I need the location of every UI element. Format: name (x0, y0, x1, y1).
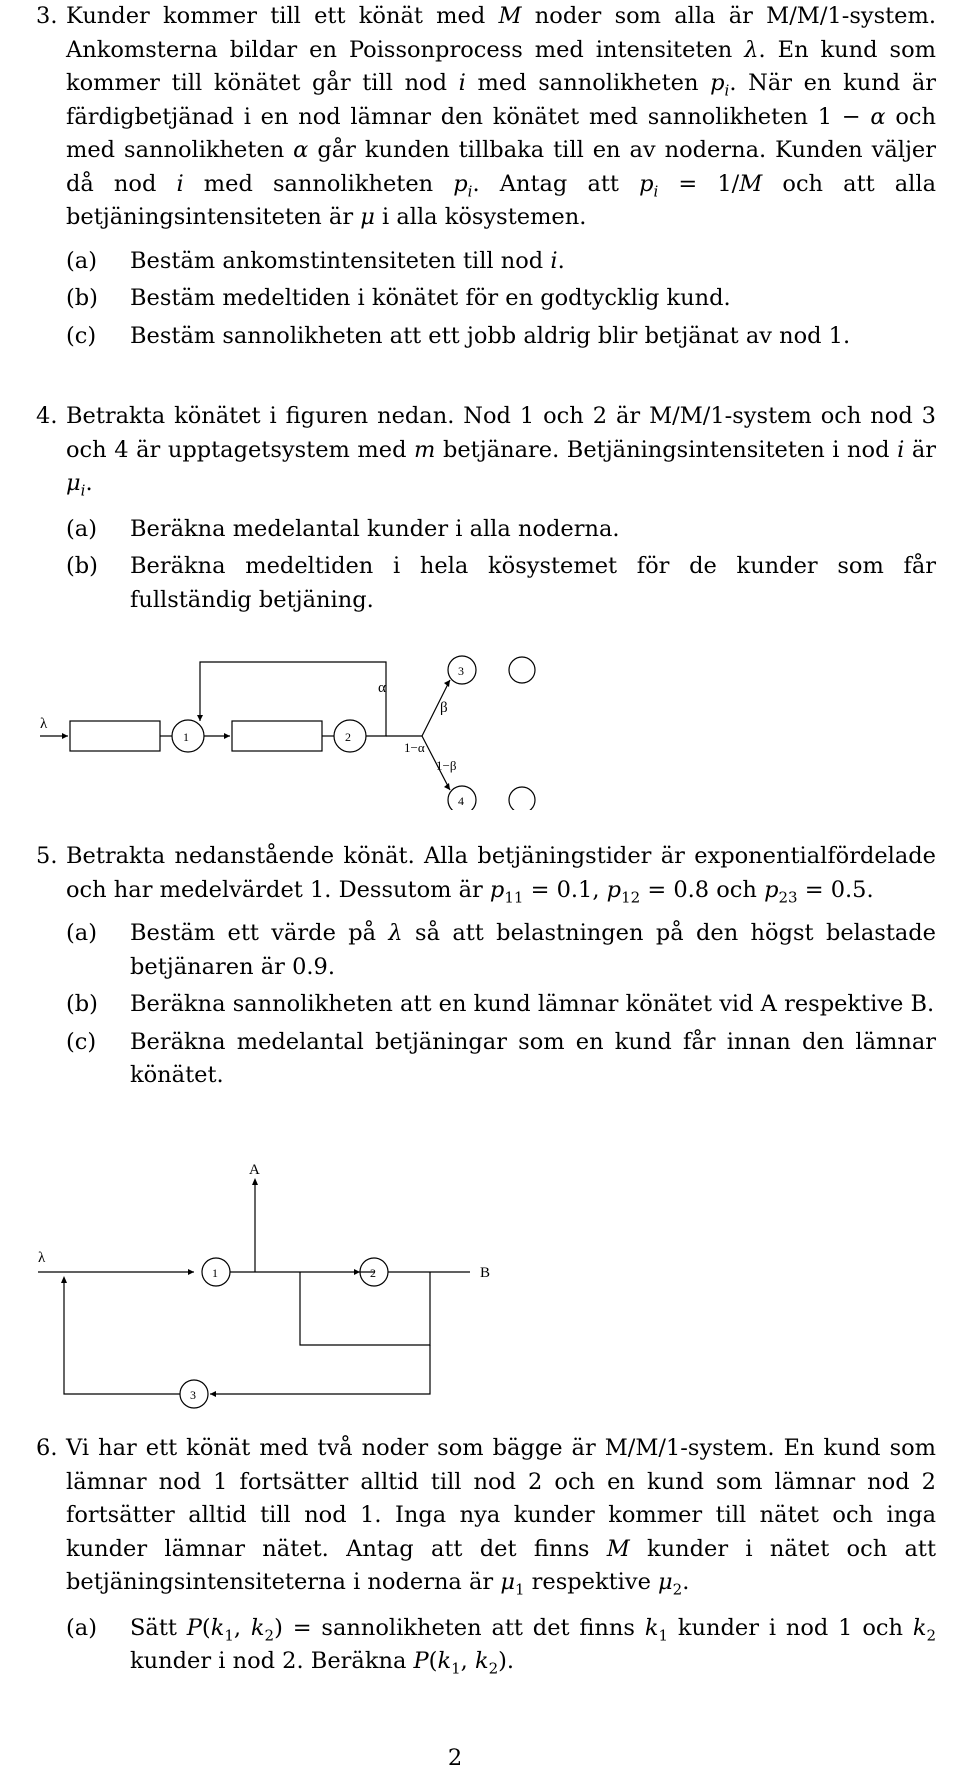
part-label: (c) (66, 1028, 97, 1055)
part-label: (a) (66, 920, 97, 946)
server-4-extra (509, 787, 535, 810)
problem-text: Kunder kommer till ett könät med M noder som alla är M/M/1-system. Ankomsterna bildar en Poissonprocess med intensiteten λ. En kund som kommer till könätet går till nod i med sannolikheten $p_i$. När en kund är färdigbetjänad i en nod lämnar den könätet med sannolikheten 1 − α och med sannolikheten α går kunden tillbaka till en av noderna. Kunden väljer då nod i med sannolikheten $p_i$. Antag att $p_i = 1/M$ och att alla betjäningsintensiteten är μ i alla kösystemen. (66, 3, 936, 230)
problem-parts (66, 917, 936, 1093)
problem-text: Betrakta könätet i figuren nedan. Nod 1 och 2 är M/M/1-system och nod 3 och 4 är upptagetsystem med m betjänare. Betjäningsintensiteten i nod i är $\mu_i$. (66, 403, 937, 500)
problem-part (66, 988, 936, 1022)
node-1-label: 1 (212, 1266, 218, 1280)
alpha-label: α (378, 680, 386, 696)
problem-part (66, 282, 936, 316)
node-4-label: 4 (458, 794, 464, 808)
problem-number: 6. (36, 1435, 58, 1461)
problem-parts (66, 245, 936, 354)
part-text: Bestäm ett värde på λ så att belastningen på den högst belastade betjänaren är 0.9. (130, 920, 936, 980)
part-text: Sätt $P(k_1$, $k_2$) = sannolikheten att det finns $k_1$ kunder i nod 1 och $k_2$ kunder i nod 2. Beräkna $P(k_1$, $k_2$). (130, 1614, 937, 1678)
node-3-label: 3 (190, 1388, 196, 1402)
node-3-label: 3 (458, 664, 464, 678)
loop-3-to-1 (64, 1278, 180, 1394)
problem-number: 4. (36, 403, 58, 429)
part-label: (a) (66, 247, 97, 274)
node-1-label: 1 (183, 730, 189, 744)
one-minus-alpha-label: 1−α (404, 740, 425, 755)
exit-b-label: B (480, 1265, 491, 1281)
part-text: Beräkna medelantal betjäningar som en kund får innan den lämnar könätet. (130, 1028, 936, 1088)
problem-4 (36, 400, 936, 621)
part-text: Beräkna medeltiden i hela kösystemet för de kunder som får fullständig betjäning. (130, 553, 936, 613)
problem-number: 3. (36, 3, 58, 29)
part-text: Bestäm medeltiden i könätet för en godtycklig kund. (130, 285, 731, 311)
part-label: (c) (66, 322, 97, 349)
problem-text: Betrakta nedanstående könät. Alla betjäningstider är exponentialfördelade och har medelvärdet 1. Dessutom är $p_{11} = 0.1$, $p_{12} = 0.8$ och $p_{23} = 0.5$. (66, 843, 936, 906)
part-text: Beräkna sannolikheten att en kund lämnar könätet vid A respektive B. (130, 991, 935, 1017)
problem-parts (66, 1612, 936, 1679)
problem-6 (36, 1432, 936, 1683)
problem-part (66, 550, 936, 617)
network-diagram-4 (30, 650, 550, 810)
problem-part (66, 320, 936, 354)
page-number: 2 (447, 1745, 463, 1771)
part-text: Bestäm ankomstintensiteten till nod i. (130, 247, 565, 274)
loop-to-3 (210, 1345, 430, 1394)
problem-number: 5. (36, 843, 58, 869)
part-text: Bestäm sannolikheten att ett jobb aldrig blir betjänat av nod 1. (130, 322, 851, 349)
part-label: (a) (66, 515, 97, 542)
queue-2 (232, 721, 322, 751)
lambda-label: λ (40, 716, 48, 732)
network-diagram-5 (30, 1160, 550, 1410)
one-minus-beta-label: 1−β (436, 758, 457, 773)
problem-part (66, 1026, 936, 1093)
problem-text: Vi har ett könät med två noder som bägge är M/M/1-system. En kund som lämnar nod 1 fortsätter alltid till nod 2 och en kund som lämnar nod 2 fortsätter alltid till nod 1. Inga nya kunder kommer till nätet och inga kunder lämnar nätet. Antag att det finns M kunder i nätet och att betjäningsintensiteterna i noderna är $\mu_1$ respektive $\mu_2$. (66, 1435, 936, 1599)
problem-part (66, 1612, 936, 1679)
part-text: Beräkna medelantal kunder i alla noderna. (130, 515, 620, 542)
beta-label: β (440, 700, 448, 716)
problem-3 (36, 0, 936, 357)
lambda-label: λ (38, 1250, 46, 1266)
queue-1 (70, 721, 160, 751)
part-label: (a) (66, 1614, 97, 1641)
part-label: (b) (66, 991, 98, 1017)
problem-part (66, 917, 936, 984)
node-2-label: 2 (370, 1266, 376, 1280)
exit-a-label: A (249, 1162, 260, 1178)
part-label: (b) (66, 285, 98, 311)
problem-5 (36, 840, 936, 1097)
part-label: (b) (66, 553, 98, 579)
problem-part (66, 513, 936, 547)
problem-part (66, 245, 936, 279)
problem-parts (66, 513, 936, 618)
node-2-label: 2 (345, 730, 351, 744)
feedback-loop (200, 662, 386, 736)
server-3-extra (509, 657, 535, 683)
